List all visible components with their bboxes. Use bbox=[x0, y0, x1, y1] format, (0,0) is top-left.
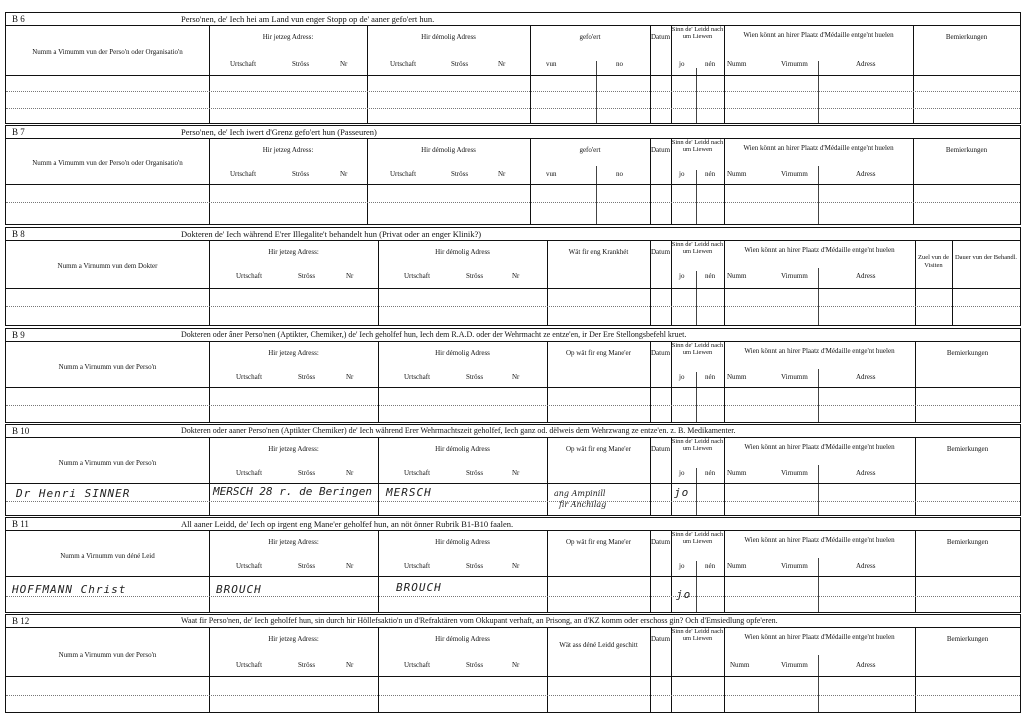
stross-label: Ströss bbox=[451, 170, 469, 178]
nr-label: Nr bbox=[346, 272, 354, 280]
section-code: B 9 bbox=[12, 330, 25, 340]
remarks-header: Bemierkungen bbox=[946, 538, 989, 546]
column-name-header: Numm a Virnumm vun der Perso'n bbox=[58, 651, 157, 659]
adress-label: Adress bbox=[856, 272, 876, 280]
remarks-header: Bemierkungen bbox=[946, 445, 989, 453]
transported-header: gefo'ert bbox=[579, 33, 601, 41]
urtschaft-label: Urtschaft bbox=[390, 170, 417, 178]
yes-label: jo bbox=[679, 373, 685, 381]
urtschaft-label: Urtschaft bbox=[236, 373, 263, 381]
current-address-header: Hir jetzeg Adress: bbox=[268, 248, 319, 256]
alive-header: Sinn de' Leidd nach um Liewen bbox=[671, 139, 724, 153]
visits-header: Zuel vun de Visiten bbox=[917, 254, 950, 269]
yes-label: jo bbox=[679, 562, 685, 570]
nr-label: Nr bbox=[512, 562, 520, 570]
stross-label: Ströss bbox=[466, 562, 484, 570]
numm-label: Numm bbox=[727, 60, 747, 68]
no-label: nén bbox=[705, 60, 716, 68]
urtschaft-label: Urtschaft bbox=[230, 170, 257, 178]
yes-label: jo bbox=[679, 469, 685, 477]
alive-header: Sinn de' Leidd nach um Liewen bbox=[671, 342, 724, 356]
column-name-header: Numm a Virnumm vun dem Dokter bbox=[57, 262, 158, 270]
remarks-header: Bemierkungen bbox=[946, 635, 989, 643]
handwritten-name: HOFFMANN Christ bbox=[12, 583, 127, 596]
alive-header: Sinn de' Leidd nach um Liewen bbox=[671, 241, 724, 255]
manner-header: Op wät fir eng Mane'er bbox=[565, 349, 631, 357]
current-address-header: Hir jetzeg Adress: bbox=[268, 445, 319, 453]
medal-recipient-header: Wien könnt an hirer Plaatz d'Médaille entge'nt huelen bbox=[743, 144, 894, 152]
section-code: B 6 bbox=[12, 14, 25, 24]
numm-label: Numm bbox=[727, 170, 747, 178]
no-label: nén bbox=[705, 562, 716, 570]
nr-label: Nr bbox=[512, 272, 520, 280]
column-name-header: Numm a Virnumm vun déné Leid bbox=[60, 552, 155, 560]
handwritten-manner-1: ang Ampinill bbox=[554, 489, 606, 498]
nr-label: Nr bbox=[512, 373, 520, 381]
urtschaft-label: Urtschaft bbox=[404, 661, 431, 669]
nr-label: Nr bbox=[512, 661, 520, 669]
adress-label: Adress bbox=[856, 661, 876, 669]
section-code: B 8 bbox=[12, 229, 25, 239]
alive-header: Sinn de' Leidd nach um Liewen bbox=[671, 438, 724, 452]
remarks-header: Bemierkungen bbox=[945, 146, 988, 154]
nr-label: Nr bbox=[346, 562, 354, 570]
section-title-bar bbox=[6, 13, 1020, 26]
section-title-bar bbox=[6, 126, 1020, 139]
section-title: Dokteren oder aaner Perso'nen (Aptikter Chemiker) de' Iech während Erer Wehrmachtszeit geholfef, Iech ganz od. dëlweis dem Wehrzwang ze entze'en. z. B. Medikamenter. bbox=[181, 426, 736, 435]
medal-recipient-header: Wien könnt an hirer Plaatz d'Médaille entge'nt huelen bbox=[744, 633, 895, 641]
illness-header: Wät fir eng Krankhét bbox=[568, 248, 629, 256]
datum-header: Datum bbox=[650, 248, 671, 256]
handwritten-old-address: MERSCH bbox=[386, 486, 432, 499]
current-address-header: Hir jetzeg Adress: bbox=[262, 146, 314, 154]
virnumm-label: Virnumm bbox=[781, 373, 808, 381]
adress-label: Adress bbox=[856, 373, 876, 381]
medal-recipient-header: Wien könnt an hirer Plaatz d'Médaille entge'nt huelen bbox=[744, 536, 895, 544]
handwritten-address: BROUCH bbox=[216, 583, 262, 596]
current-address-header: Hir jetzeg Adress: bbox=[268, 538, 319, 546]
section-title-bar bbox=[6, 228, 1020, 241]
current-address-header: Hir jetzeg Adress: bbox=[268, 635, 319, 643]
former-address-header: Hir démolig Adress bbox=[435, 538, 490, 546]
stross-label: Ströss bbox=[292, 170, 310, 178]
urtschaft-label: Urtschaft bbox=[230, 60, 257, 68]
section-b7 bbox=[5, 125, 1021, 225]
from-label: vun bbox=[546, 170, 557, 178]
section-title: Perso'nen, de' Iech hei am Land vun enger Stopp op de' aaner gefo'ert hun. bbox=[181, 14, 435, 24]
stross-label: Ströss bbox=[466, 661, 484, 669]
section-b10 bbox=[5, 424, 1021, 516]
stross-label: Ströss bbox=[451, 60, 469, 68]
urtschaft-label: Urtschaft bbox=[404, 562, 431, 570]
manner-header: Op wät fir eng Mane'er bbox=[565, 538, 631, 546]
column-name-header: Numm a Virnumm vun der Perso'n bbox=[58, 459, 157, 467]
to-label: no bbox=[616, 60, 623, 68]
current-address-header: Hir jetzeg Adress: bbox=[262, 33, 314, 41]
adress-label: Adress bbox=[856, 170, 876, 178]
yes-label: jo bbox=[679, 170, 685, 178]
from-label: vun bbox=[546, 60, 557, 68]
handwritten-alive-yes: jo bbox=[676, 588, 692, 601]
section-b12 bbox=[5, 614, 1021, 713]
alive-header: Sinn de' Leidd nach um Liewen bbox=[671, 531, 724, 545]
medal-recipient-header: Wien könnt an hirer Plaatz d'Médaille entge'nt huelen bbox=[744, 246, 895, 254]
manner-header: Op wät fir eng Mane'er bbox=[565, 445, 631, 453]
no-label: nén bbox=[705, 272, 716, 280]
former-address-header: Hir démolig Adress bbox=[421, 33, 476, 41]
section-title: Perso'nen, de' Iech iwert d'Grenz gefo'ert hun (Passeuren) bbox=[181, 127, 377, 137]
section-code: B 7 bbox=[12, 127, 25, 137]
numm-label: Numm bbox=[727, 562, 747, 570]
section-code: B 11 bbox=[12, 519, 29, 529]
nr-label: Nr bbox=[498, 170, 506, 178]
section-title-bar bbox=[6, 425, 1020, 438]
no-label: nén bbox=[705, 373, 716, 381]
handwritten-name: Dr Henri SINNER bbox=[16, 487, 131, 500]
column-name-header: Numm a Virnumm vun der Perso'n bbox=[58, 363, 157, 371]
urtschaft-label: Urtschaft bbox=[390, 60, 417, 68]
section-title: All aaner Leidd, de' Iech op irgent eng Mane'er geholfef hun, an nöt önner Rubrik B1-B10 faalen. bbox=[181, 519, 514, 529]
nr-label: Nr bbox=[498, 60, 506, 68]
numm-label: Numm bbox=[727, 272, 747, 280]
section-b6 bbox=[5, 12, 1021, 124]
remarks-header: Bemierkungen bbox=[946, 349, 989, 357]
urtschaft-label: Urtschaft bbox=[236, 272, 263, 280]
stross-label: Ströss bbox=[298, 562, 316, 570]
nr-label: Nr bbox=[346, 469, 354, 477]
medal-recipient-header: Wien könnt an hirer Plaatz d'Médaille entge'nt huelen bbox=[744, 347, 895, 355]
section-title-bar bbox=[6, 329, 1020, 342]
urtschaft-label: Urtschaft bbox=[404, 272, 431, 280]
nr-label: Nr bbox=[346, 373, 354, 381]
nr-label: Nr bbox=[340, 170, 348, 178]
numm-label: Numm bbox=[730, 661, 750, 669]
transported-header: gefo'ert bbox=[579, 146, 601, 154]
stross-label: Ströss bbox=[298, 469, 316, 477]
stross-label: Ströss bbox=[298, 373, 316, 381]
datum-header: Datum bbox=[650, 445, 671, 453]
section-code: B 10 bbox=[12, 426, 30, 436]
handwritten-address: MERSCH 28 r. de Beringen bbox=[213, 485, 372, 498]
stross-label: Ströss bbox=[298, 272, 316, 280]
virnumm-label: Virnumm bbox=[781, 60, 808, 68]
remarks-header: Bemierkungen bbox=[945, 33, 988, 41]
current-address-header: Hir jetzeg Adress: bbox=[268, 349, 319, 357]
datum-header: Datum bbox=[650, 538, 671, 546]
to-label: no bbox=[616, 170, 623, 178]
virnumm-label: Virnumm bbox=[781, 562, 808, 570]
stross-label: Ströss bbox=[292, 60, 310, 68]
former-address-header: Hir démolig Adress bbox=[435, 248, 490, 256]
datum-header: Datum bbox=[650, 635, 671, 643]
adress-label: Adress bbox=[856, 469, 876, 477]
former-address-header: Hir démolig Adress bbox=[421, 146, 476, 154]
section-title-bar bbox=[6, 615, 1020, 628]
urtschaft-label: Urtschaft bbox=[236, 562, 263, 570]
numm-label: Numm bbox=[727, 373, 747, 381]
section-title: Dokteren oder âner Perso'nen (Aptikter, Chemiker,) de' Iech geholfef hun, Iech dem R.A.D. oder der Wehrmacht ze entze'en, ir Der Ere Stellongsbefehl kruet. bbox=[181, 330, 687, 339]
section-title: Dokteren de' Iech während E'rer Illegalite't behandelt hun (Privat oder an enger Klinik?) bbox=[181, 229, 482, 239]
treatment-duration-header: Dauer vun der Behandl. bbox=[954, 254, 1018, 261]
stross-label: Ströss bbox=[466, 373, 484, 381]
datum-header: Datum bbox=[650, 146, 671, 154]
former-address-header: Hir démolig Adress bbox=[435, 635, 490, 643]
stross-label: Ströss bbox=[466, 469, 484, 477]
section-b11 bbox=[5, 517, 1021, 613]
numm-label: Numm bbox=[727, 469, 747, 477]
section-title-bar bbox=[6, 518, 1020, 531]
urtschaft-label: Urtschaft bbox=[404, 469, 431, 477]
urtschaft-label: Urtschaft bbox=[236, 661, 263, 669]
urtschaft-label: Urtschaft bbox=[404, 373, 431, 381]
former-address-header: Hir démolig Adress bbox=[435, 445, 490, 453]
column-name-header: Numm a Vimumm vun der Perso'n oder Organisatio'n bbox=[32, 48, 183, 56]
urtschaft-label: Urtschaft bbox=[236, 469, 263, 477]
section-b8 bbox=[5, 227, 1021, 326]
handwritten-old-address: BROUCH bbox=[396, 581, 442, 594]
nr-label: Nr bbox=[346, 661, 354, 669]
handwritten-alive-yes: jo bbox=[674, 486, 690, 499]
virnumm-label: Virnumm bbox=[781, 272, 808, 280]
section-title: Waat fir Perso'nen, de' Iech geholfef hun, sin durch hir Höllefsaktio'n un d'Refraktären vom Okkupant verhaft, an Prisong, an d'KZ komm oder erschoss gin? Och d'Emsiedlung opfe'eren. bbox=[181, 616, 778, 625]
adress-label: Adress bbox=[856, 562, 876, 570]
yes-label: jo bbox=[679, 60, 685, 68]
handwritten-manner-2: fir Anchilag bbox=[559, 500, 607, 509]
stross-label: Ströss bbox=[466, 272, 484, 280]
alive-header: Sinn de' Leidd nach um Liewen bbox=[671, 628, 724, 642]
nr-label: Nr bbox=[340, 60, 348, 68]
section-code: B 12 bbox=[12, 616, 30, 626]
adress-label: Adress bbox=[856, 60, 876, 68]
no-label: nén bbox=[705, 469, 716, 477]
nr-label: Nr bbox=[512, 469, 520, 477]
medal-recipient-header: Wien könnt an hirer Plaatz d'Médaille entge'nt huelen bbox=[743, 31, 894, 39]
fate-header: Wät ass déné Leidd geschitt bbox=[559, 641, 638, 649]
virnumm-label: Virnumm bbox=[781, 170, 808, 178]
column-name-header: Numm a Vimumm vun der Perso'n oder Organisatio'n bbox=[32, 159, 183, 167]
former-address-header: Hir démolig Adress bbox=[435, 349, 490, 357]
yes-label: jo bbox=[679, 272, 685, 280]
section-b9 bbox=[5, 328, 1021, 423]
alive-header: Sinn de' Leidd nach um Liewen bbox=[671, 26, 724, 40]
medal-recipient-header: Wien könnt an hirer Plaatz d'Médaille entge'nt huelen bbox=[744, 443, 895, 451]
virnumm-label: Virnumm bbox=[781, 469, 808, 477]
virnumm-label: Virnumm bbox=[781, 661, 808, 669]
datum-header: Datum bbox=[650, 33, 671, 41]
stross-label: Ströss bbox=[298, 661, 316, 669]
datum-header: Datum bbox=[650, 349, 671, 357]
no-label: nén bbox=[705, 170, 716, 178]
